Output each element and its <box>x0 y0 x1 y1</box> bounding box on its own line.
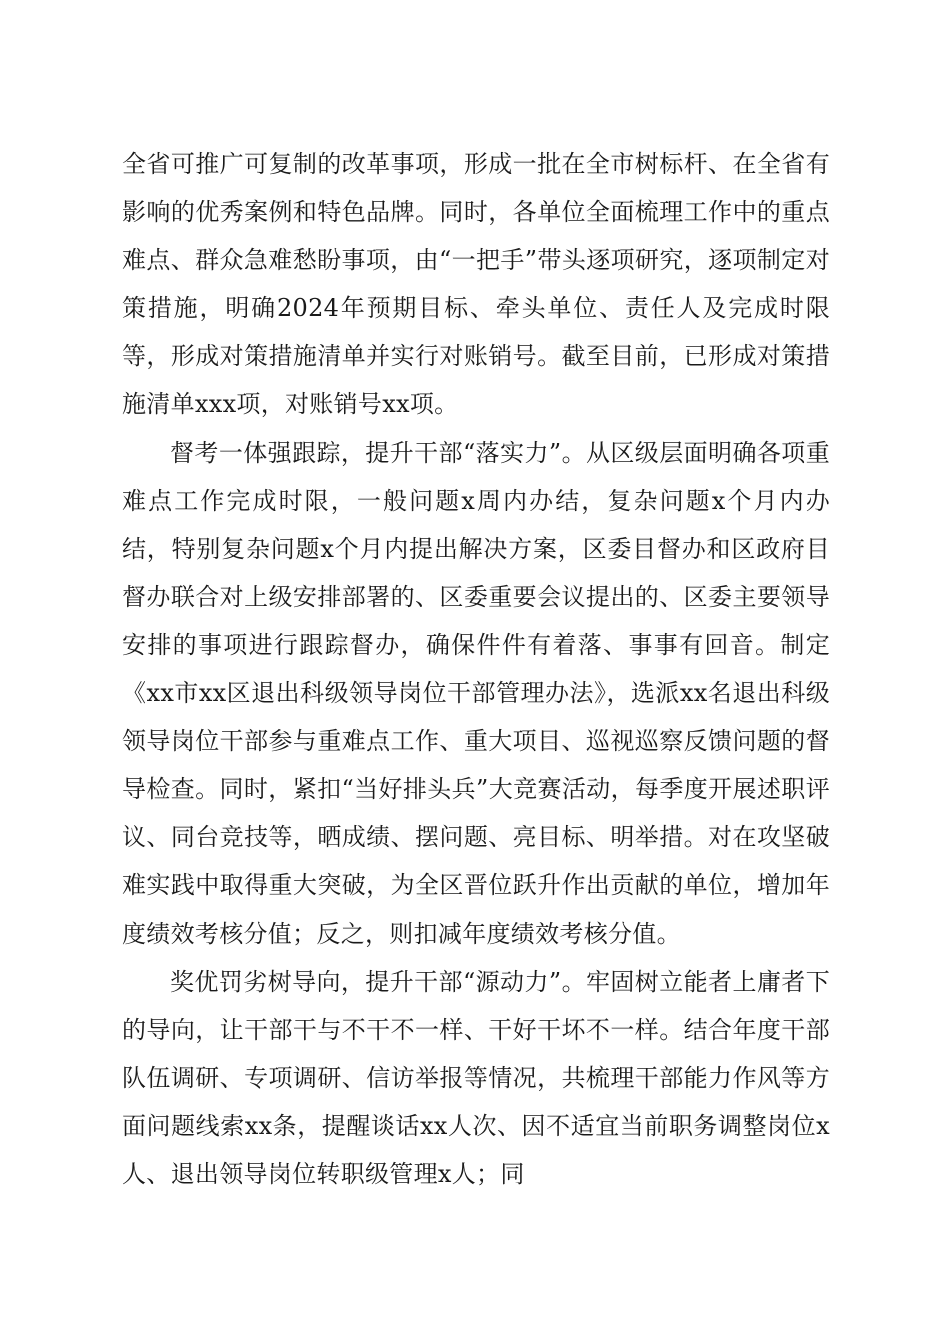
paragraph-supervision: 督考一体强跟踪，提升干部“落实力”。从区级层面明确各项重难点工作完成时限，一般问题x周内办结，复杂问题x个月内办结，特别复杂问题x个月内提出解决方案，区委目督办和区政府目督办联合对上级安排部署的、区委重要会议提出的、区委主要领导安排的事项进行跟踪督办，确保件件有着落、事事有回音。制定《xx市xx区退出科级领导岗位干部管理办法》，选派xx名退出科级领导岗位干部参与重难点工作、重大项目、巡视巡察反馈问题的督导检查。同时，紧扣“当好排头兵”大竞赛活动，每季度开展述职评议、同台竞技等，晒成绩、摆问题、亮目标、明举措。对在攻坚破难实践中取得重大突破，为全区晋位跃升作出贡献的单位，增加年度绩效考核分值；反之，则扣减年度绩效考核分值。 <box>122 438 830 948</box>
paragraph-continued: 全省可推广可复制的改革事项，形成一批在全市树标杆、在全省有影响的优秀案例和特色品牌。同时，各单位全面梳理工作中的重点难点、群众急难愁盼事项，由“一把手”带头逐项研究，逐项制定对策措施，明确2024年预期目标、牵头单位、责任人及完成时限等，形成对策措施清单并实行对账销号。截至目前，已形成对策措施清单xxx项，对账销号xx项。 <box>122 150 830 419</box>
paragraph-rewards: 奖优罚劣树导向，提升干部“源动力”。牢固树立能者上庸者下的导向，让干部干与不干不一样、干好干坏不一样。结合年度干部队伍调研、专项调研、信访举报等情况，共梳理干部能力作风等方面问题线索xx条，提醒谈话xx人次、因不适宜当前职务调整岗位x人、退出领导岗位转职级管理x人；同 <box>122 967 830 1188</box>
document-body <box>122 140 830 1198</box>
